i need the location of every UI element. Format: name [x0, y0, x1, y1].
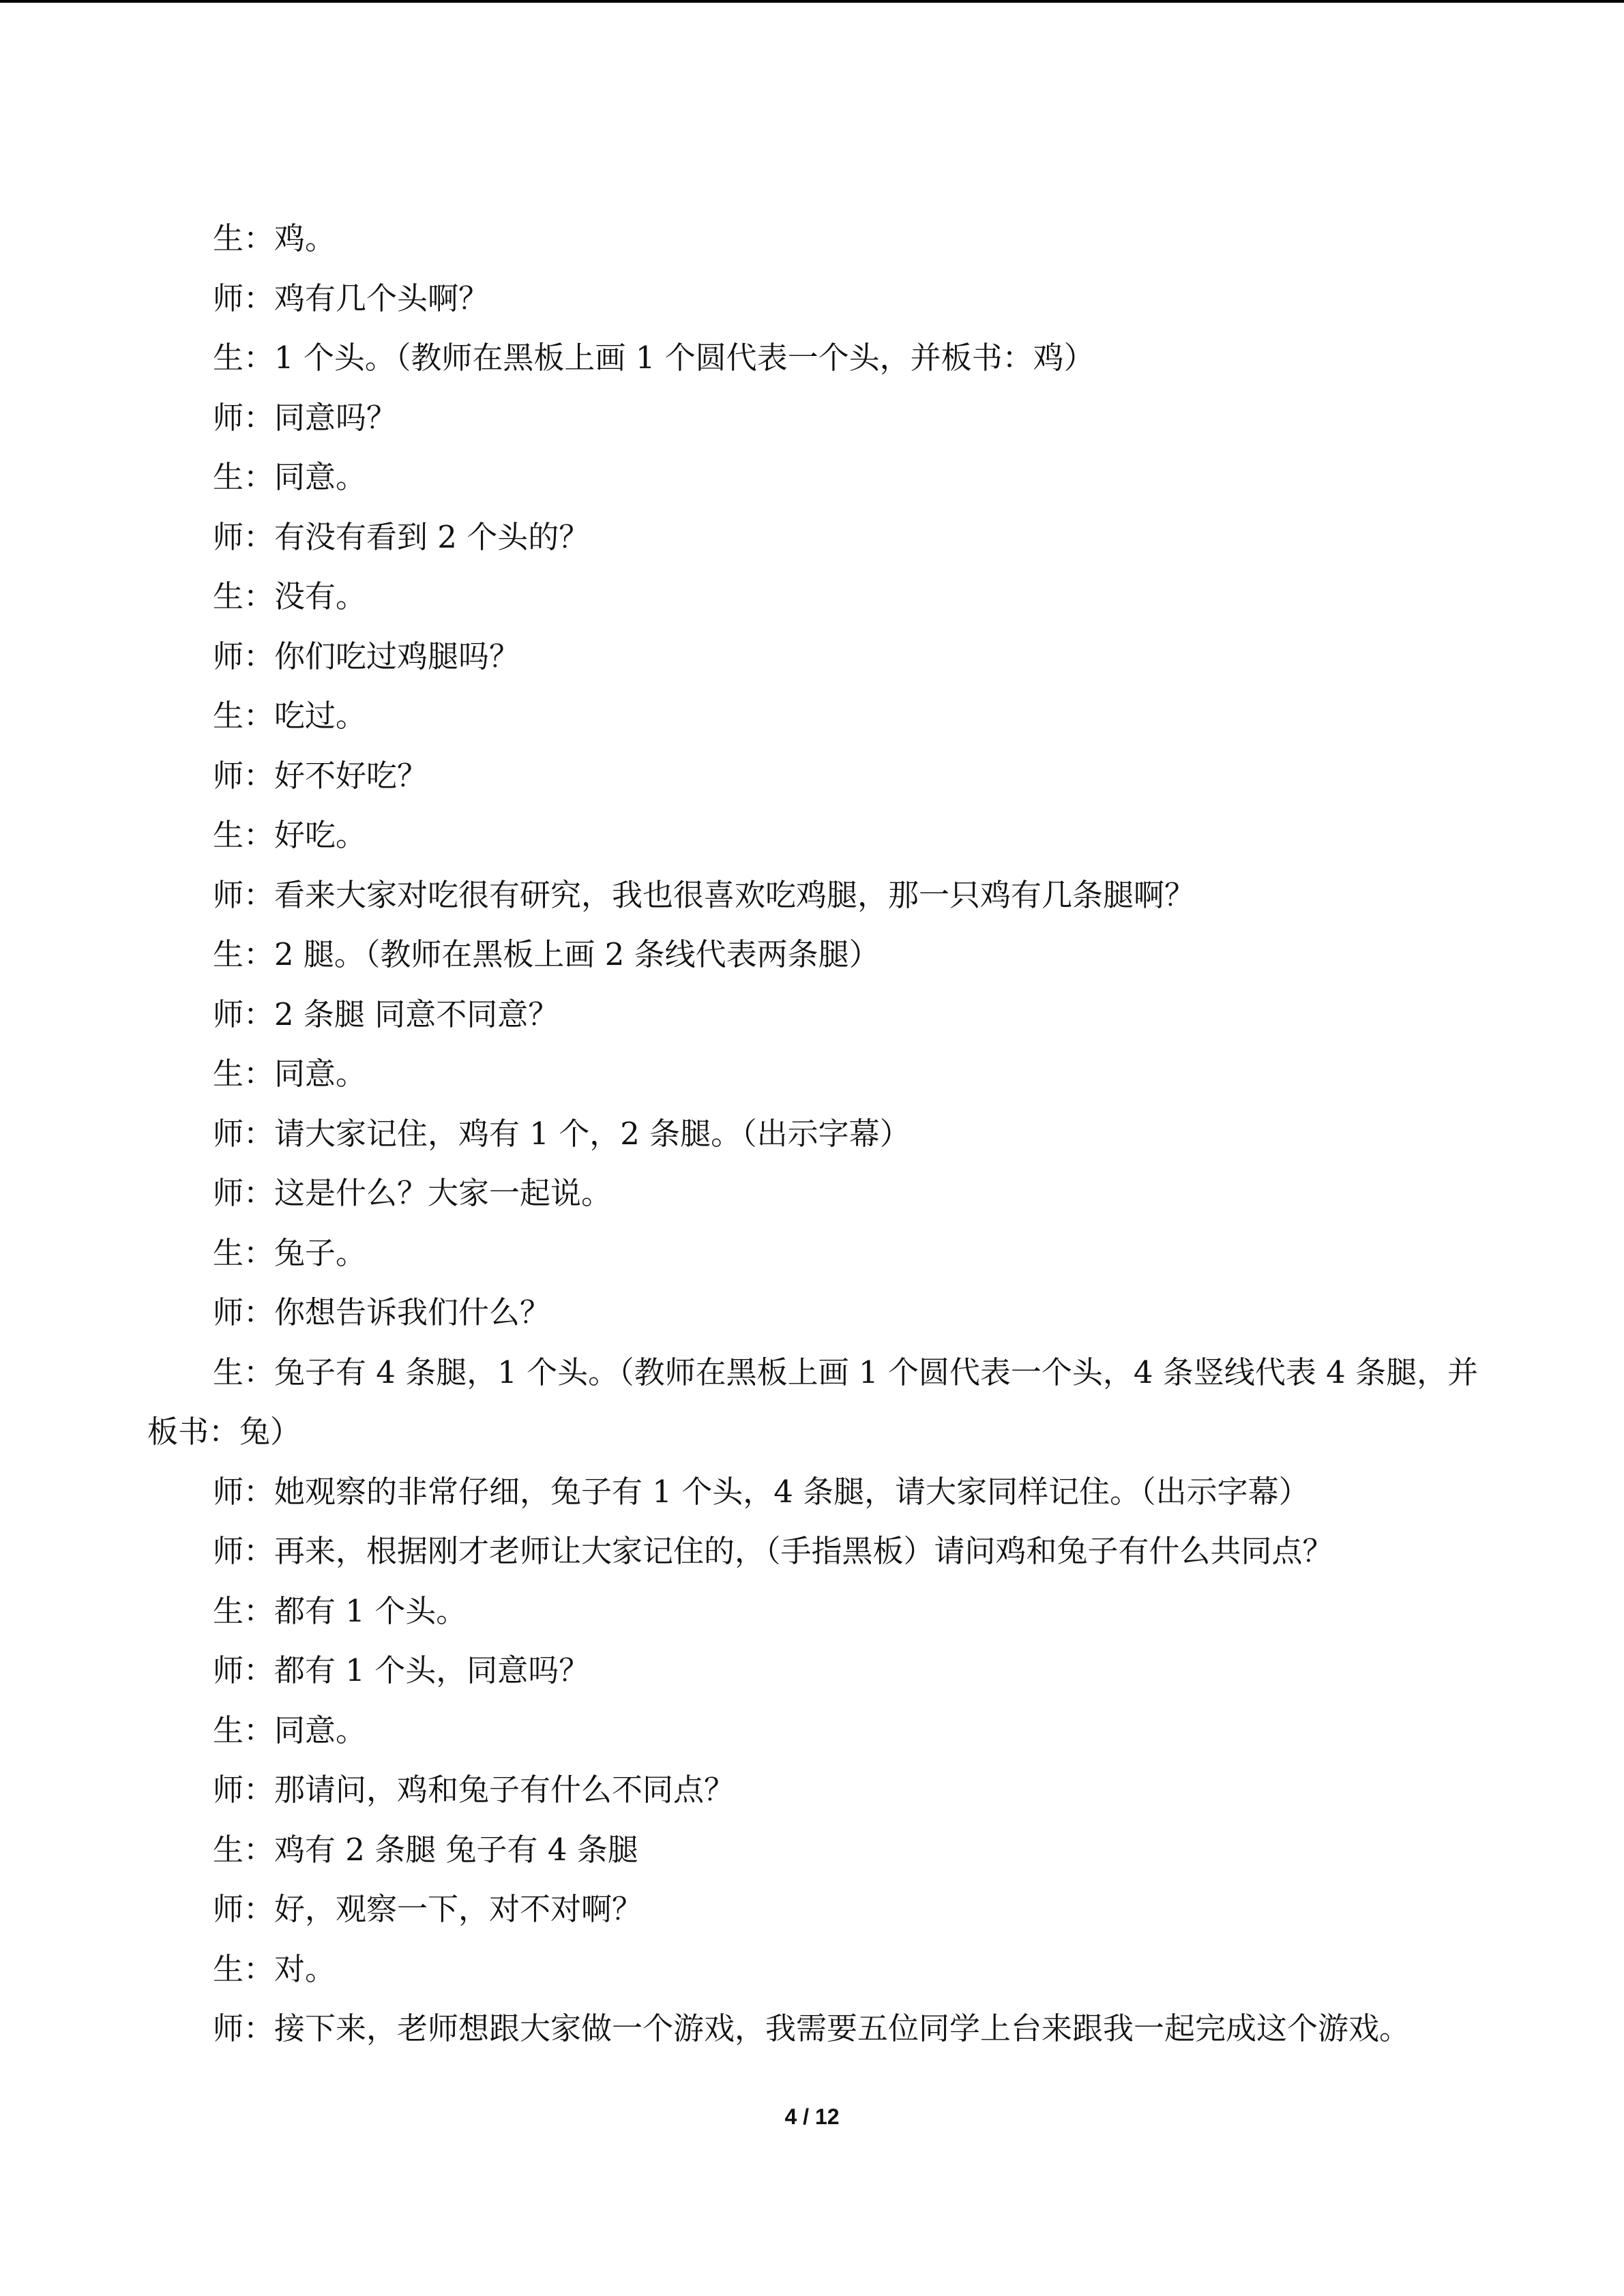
- dialogue-line: 师：好不好吃？: [213, 757, 428, 794]
- dialogue-line: 生：同意。: [213, 459, 367, 495]
- dialogue-line: 师：你想告诉我们什么？: [213, 1294, 551, 1330]
- dialogue-line: 生：鸡。: [213, 220, 336, 256]
- dialogue-line: 师：有没有看到 2 个头的？: [213, 518, 590, 555]
- dialogue-line: 师：请大家记住，鸡有 1 个，2 条腿。（出示字幕）: [213, 1115, 911, 1152]
- dialogue-line: 生：好吃。: [213, 817, 367, 853]
- dialogue-line: 师：2 条腿 同意不同意？: [213, 996, 559, 1032]
- dialogue-line: 师：接下来，老师想跟大家做一个游戏，我需要五位同学上台来跟我一起完成这个游戏。: [213, 2010, 1411, 2046]
- top-border-line: [0, 0, 1624, 3]
- dialogue-line: 师：好，观察一下，对不对啊？: [213, 1891, 643, 1927]
- dialogue-line: 生：都有 1 个头。: [213, 1592, 467, 1629]
- dialogue-line: 师：同意吗？: [213, 399, 398, 436]
- dialogue-line: 生：1 个头。（教师在黑板上画 1 个圆代表一个头，并板书：鸡）: [213, 340, 1095, 376]
- dialogue-line: 生：兔子有 4 条腿，1 个头。（教师在黑板上画 1 个圆代表一个头，4 条竖线代表 4 条腿，并板书：兔）: [147, 1354, 1479, 1450]
- dialogue-line: 生：没有。: [213, 578, 367, 614]
- dialogue-line: 师：那请问，鸡和兔子有什么不同点？: [213, 1772, 735, 1808]
- dialogue-line: 师：都有 1 个头，同意吗？: [213, 1652, 590, 1688]
- dialogue-line: 生：同意。: [213, 1712, 367, 1748]
- dialogue-line: 师：你们吃过鸡腿吗？: [213, 638, 520, 674]
- dialogue-line: 生：兔子。: [213, 1234, 367, 1271]
- dialogue-line: 生：2 腿。（教师在黑板上画 2 条线代表两条腿）: [213, 936, 880, 972]
- dialogue-line: 师：这是什么？大家一起说。: [213, 1175, 612, 1211]
- dialogue-line: 师：看来大家对吃很有研究，我也很喜欢吃鸡腿，那一只鸡有几条腿啊？: [213, 876, 1196, 913]
- dialogue-line: 生：吃过。: [213, 698, 367, 734]
- page-number: 4 / 12: [784, 2104, 840, 2129]
- dialogue-line: 师：她观察的非常仔细，兔子有 1 个头，4 条腿，请大家同样记住。（出示字幕）: [213, 1473, 1310, 1510]
- dialogue-line: 师：鸡有几个头啊？: [213, 280, 490, 316]
- dialogue-line: 生：同意。: [213, 1056, 367, 1092]
- dialogue-line: 师：再来，根据刚才老师让大家记住的，（手指黑板）请问鸡和兔子有什么共同点？: [213, 1533, 1333, 1569]
- dialogue-line: 生：对。: [213, 1950, 336, 1987]
- dialogue-body: [147, 209, 1484, 2059]
- dialogue-line: 生：鸡有 2 条腿 兔子有 4 条腿: [213, 1831, 638, 1868]
